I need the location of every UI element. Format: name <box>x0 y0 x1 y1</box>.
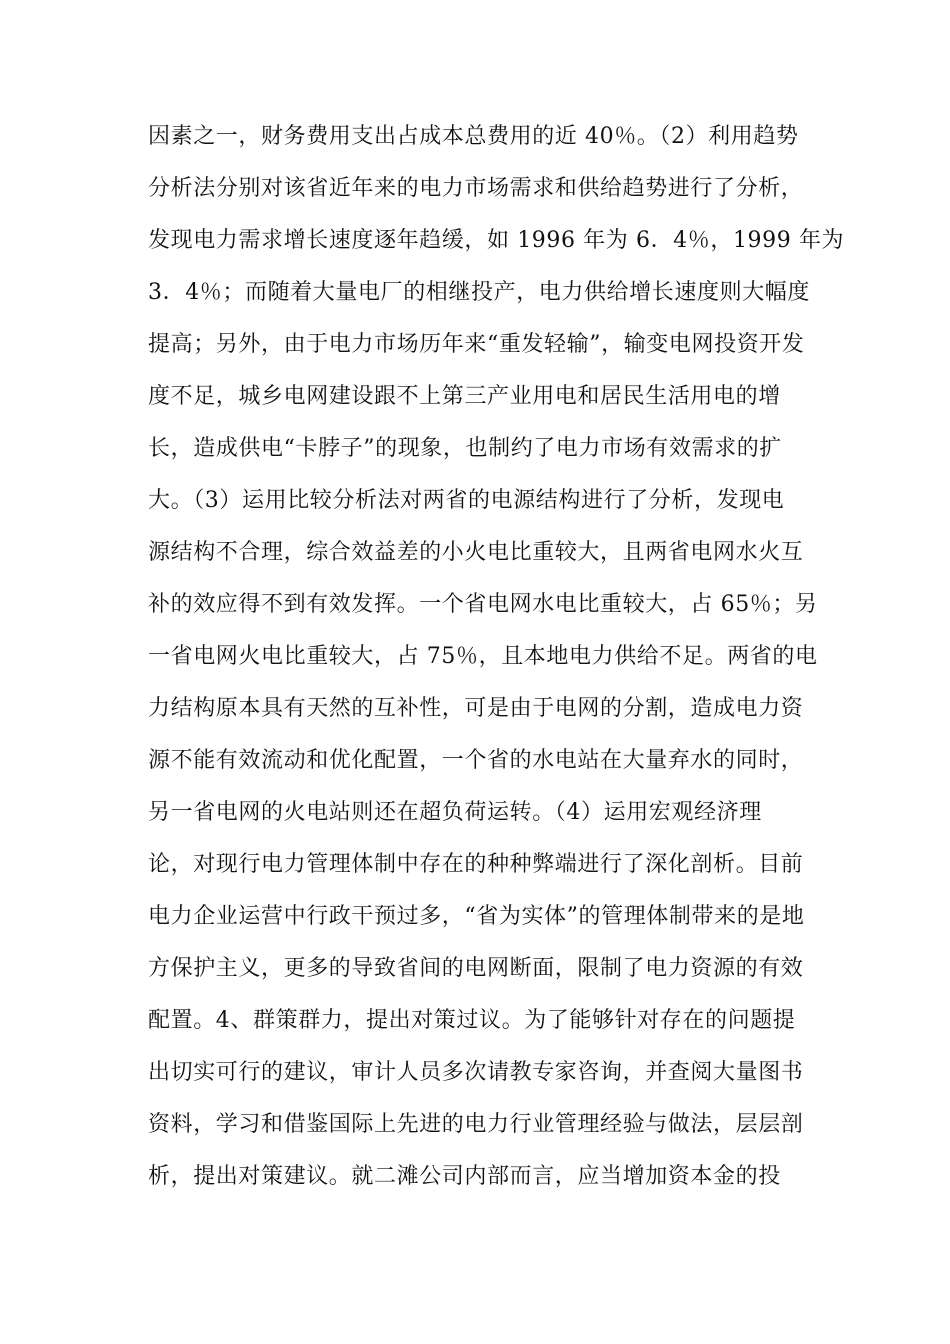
body-text <box>148 116 845 1208</box>
text-line: 论，对现行电力管理体制中存在的种种弊端进行了深化剖析。目前 <box>148 852 804 877</box>
text-line: 补的效应得不到有效发挥。一个省电网水电比重较大，占 65％；另 <box>148 592 818 617</box>
text-line: 源结构不合理，综合效益差的小火电比重较大，且两省电网水火互 <box>148 540 804 565</box>
text-line: 源不能有效流动和优化配置，一个省的水电站在大量弃水的同时， <box>148 748 804 773</box>
text-line: 方保护主义，更多的导致省间的电网断面，限制了电力资源的有效 <box>148 956 804 981</box>
text-line: 提高；另外，由于电力市场历年来“重发轻输”，输变电网投资开发 <box>148 332 805 357</box>
text-line: 发现电力需求增长速度逐年趋缓，如 1996 年为 6．4％，1999 年为 <box>148 228 845 253</box>
text-line: 资料，学习和借鉴国际上先进的电力行业管理经验与做法，层层剖 <box>148 1112 804 1137</box>
text-line: 电力企业运营中行政干预过多，“省为实体”的管理体制带来的是地 <box>148 904 805 929</box>
text-line: 大。（3）运用比较分析法对两省的电源结构进行了分析，发现电 <box>148 488 785 513</box>
text-line: 长，造成供电“卡脖子”的现象，也制约了电力市场有效需求的扩 <box>148 436 782 461</box>
text-line: 出切实可行的建议，审计人员多次请教专家咨询，并查阅大量图书 <box>148 1060 804 1085</box>
text-line: 分析法分别对该省近年来的电力市场需求和供给趋势进行了分析， <box>148 176 804 201</box>
text-line: 3．4％；而随着大量电厂的相继投产，电力供给增长速度则大幅度 <box>148 280 810 305</box>
text-line: 析，提出对策建议。就二滩公司内部而言，应当增加资本金的投 <box>148 1164 781 1189</box>
text-line: 度不足，城乡电网建设跟不上第三产业用电和居民生活用电的增 <box>148 384 781 409</box>
text-line: 力结构原本具有天然的互补性，可是由于电网的分割，造成电力资 <box>148 696 804 721</box>
text-line: 一省电网火电比重较大，占 75％，且本地电力供给不足。两省的电 <box>148 644 818 669</box>
text-line: 另一省电网的火电站则还在超负荷运转。（4）运用宏观经济理 <box>148 800 762 825</box>
text-line: 配置。4、群策群力，提出对策过议。为了能够针对存在的问题提 <box>148 1008 796 1033</box>
text-line: 因素之一，财务费用支出占成本总费用的近 40％。（2）利用趋势 <box>148 124 799 149</box>
